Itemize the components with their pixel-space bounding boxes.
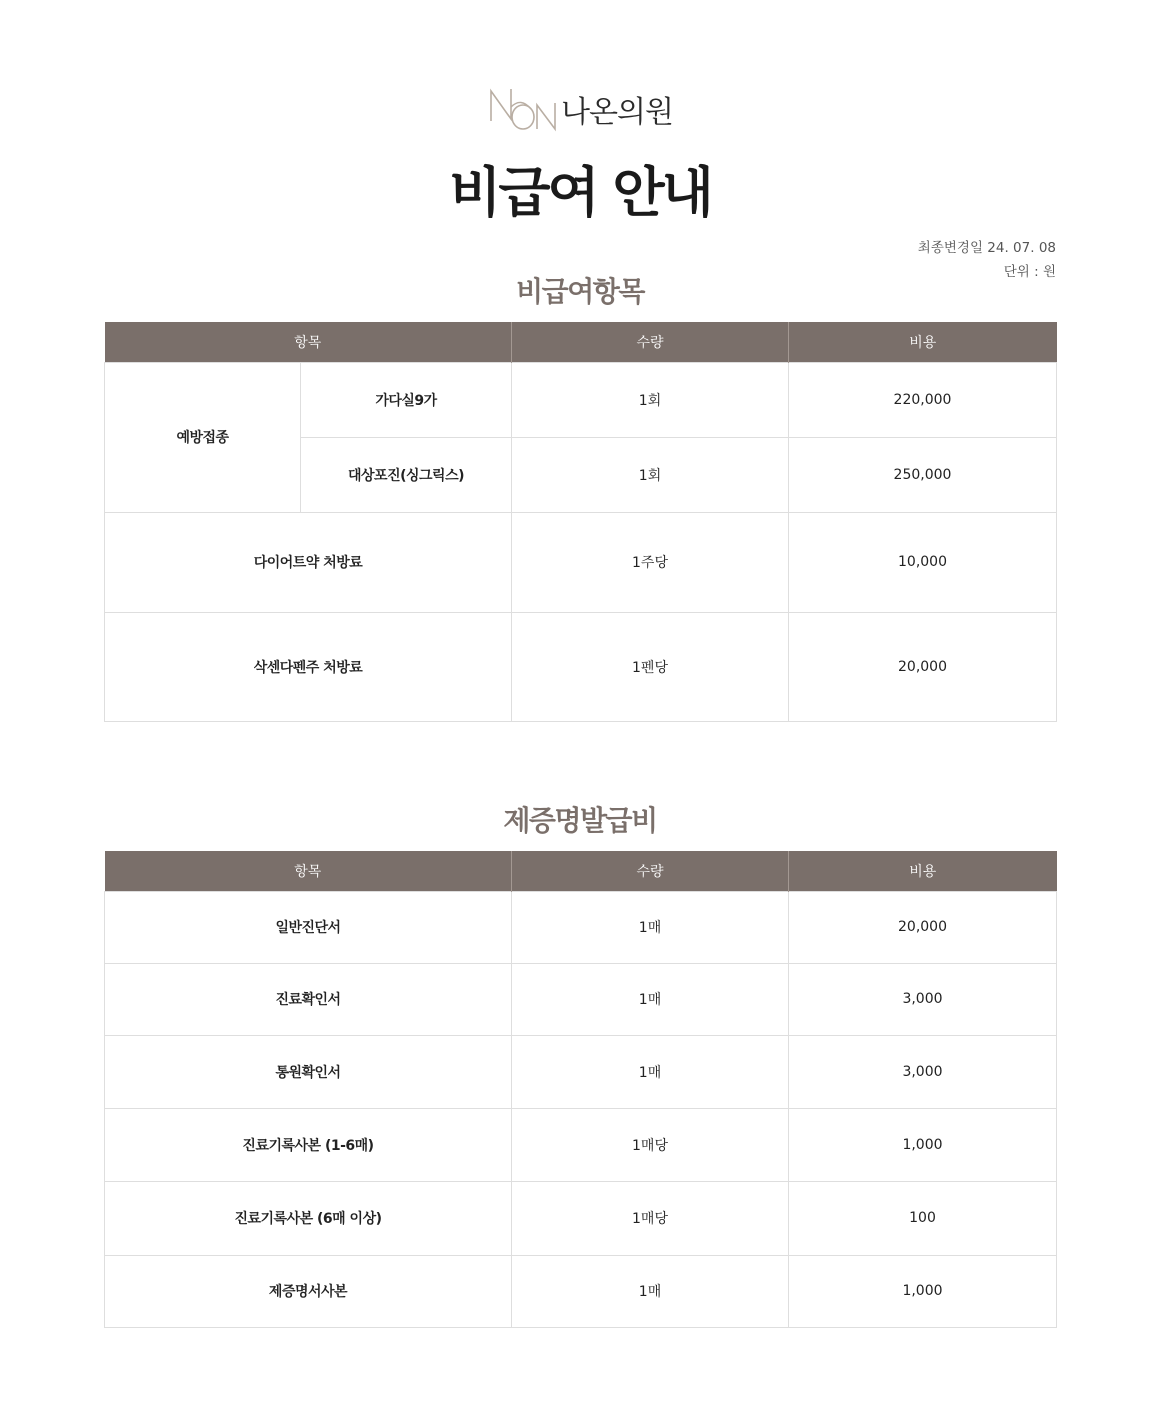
item-cell: 진료확인서	[105, 963, 512, 1035]
clinic-logo	[0, 84, 1160, 134]
table-row	[105, 891, 1057, 963]
cost-cell: 1,000	[789, 1108, 1057, 1181]
column-header-qty: 수량	[512, 851, 789, 891]
table-header-row	[105, 851, 1057, 891]
cost-cell: 100	[789, 1181, 1057, 1255]
qty-cell: 1매	[512, 891, 789, 963]
non-covered-table	[104, 322, 1057, 722]
currency-unit: 단위 : 원	[1003, 264, 1056, 280]
item-cell: 진료기록사본 (6매 이상)	[105, 1181, 512, 1255]
cost-cell: 3,000	[789, 1035, 1057, 1108]
qty-cell: 1펜당	[512, 612, 789, 721]
table-row	[105, 362, 1057, 437]
section-title-certificates: 제증명발급비	[503, 804, 657, 837]
column-header-item: 항목	[105, 851, 512, 891]
section-title-non-covered: 비급여항목	[516, 275, 644, 308]
item-cell: 가다실9가	[301, 362, 512, 437]
table-row	[105, 1035, 1057, 1108]
column-header-cost: 비용	[789, 851, 1057, 891]
cost-cell: 1,000	[789, 1255, 1057, 1327]
qty-cell: 1회	[512, 437, 789, 512]
table-header-row	[105, 322, 1057, 362]
page-title: 비급여 안내	[449, 161, 711, 224]
table-row	[105, 512, 1057, 612]
qty-cell: 1매당	[512, 1181, 789, 1255]
cost-cell: 3,000	[789, 963, 1057, 1035]
column-header-qty: 수량	[512, 322, 789, 362]
logo-text: 나온의원	[561, 95, 673, 130]
last-updated-date: 최종변경일 24. 07. 08	[917, 240, 1056, 256]
column-header-item: 항목	[105, 322, 512, 362]
table-row	[105, 1108, 1057, 1181]
item-cell: 삭센다펜주 처방료	[105, 612, 512, 721]
item-cell: 다이어트약 처방료	[105, 512, 512, 612]
qty-cell: 1매	[512, 1035, 789, 1108]
cost-cell: 20,000	[789, 891, 1057, 963]
item-cell: 대상포진(싱그릭스)	[301, 437, 512, 512]
qty-cell: 1회	[512, 362, 789, 437]
table-row	[105, 612, 1057, 721]
cost-cell: 20,000	[789, 612, 1057, 721]
cost-cell: 220,000	[789, 362, 1057, 437]
naon-logo-mark-icon	[487, 85, 559, 133]
certificate-fee-table	[104, 851, 1057, 1328]
column-header-cost: 비용	[789, 322, 1057, 362]
item-cell: 제증명서사본	[105, 1255, 512, 1327]
category-cell: 예방접종	[105, 362, 301, 512]
table-row	[105, 1255, 1057, 1327]
qty-cell: 1매	[512, 1255, 789, 1327]
qty-cell: 1주당	[512, 512, 789, 612]
qty-cell: 1매	[512, 963, 789, 1035]
cost-cell: 250,000	[789, 437, 1057, 512]
table-row	[105, 963, 1057, 1035]
table-row	[105, 1181, 1057, 1255]
qty-cell: 1매당	[512, 1108, 789, 1181]
item-cell: 진료기록사본 (1-6매)	[105, 1108, 512, 1181]
item-cell: 일반진단서	[105, 891, 512, 963]
item-cell: 통원확인서	[105, 1035, 512, 1108]
cost-cell: 10,000	[789, 512, 1057, 612]
